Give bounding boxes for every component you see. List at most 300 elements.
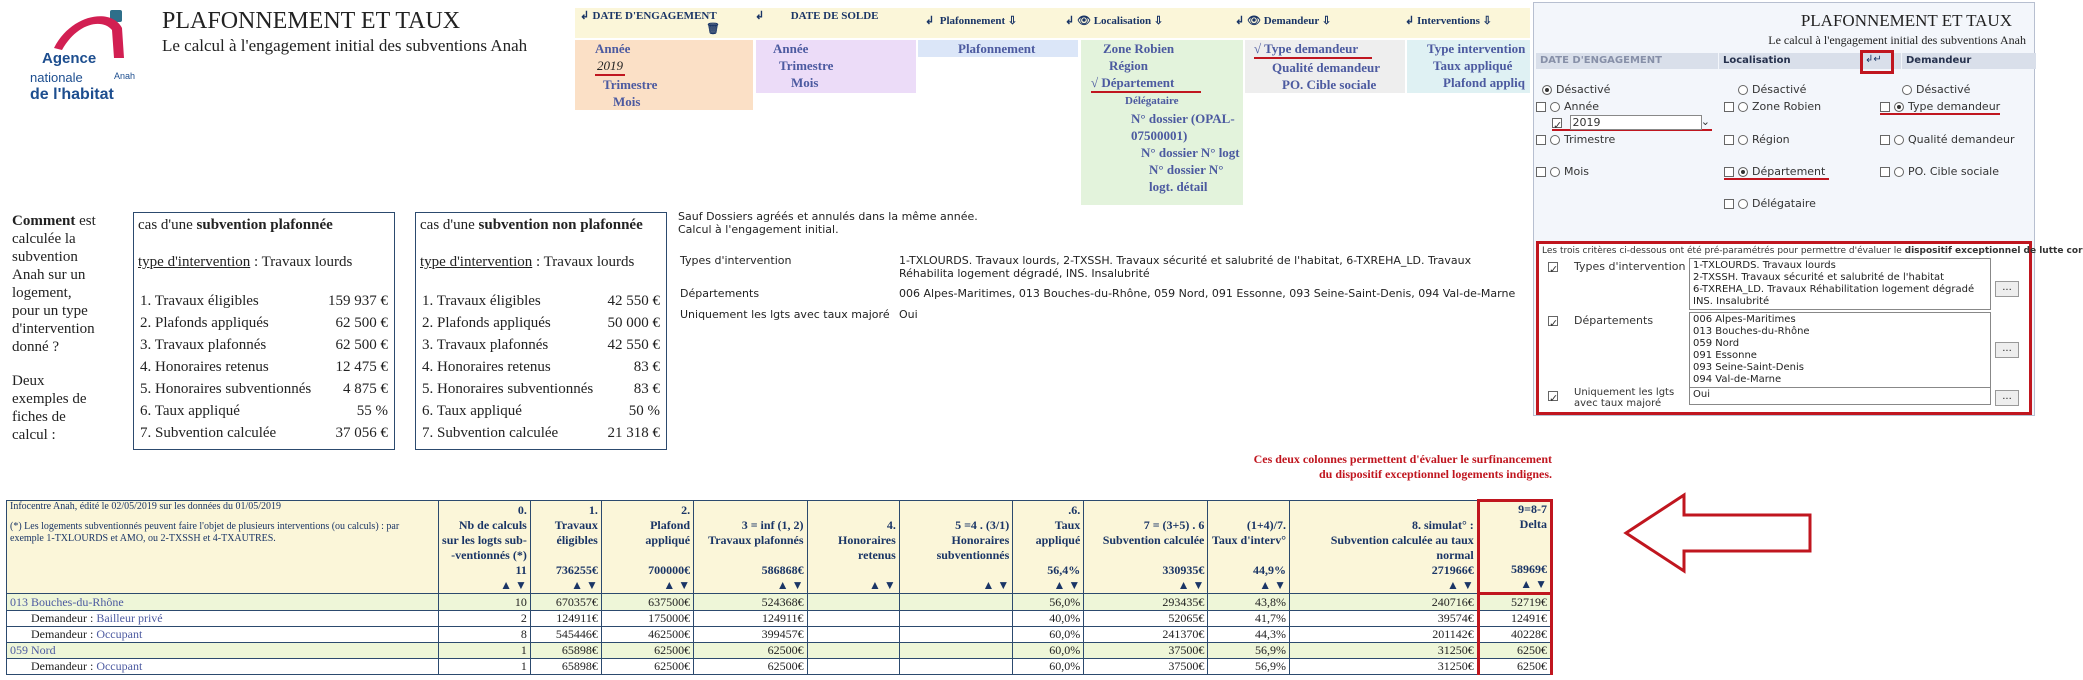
dim-date-solde-label: DATE DE SOLDE (790, 10, 879, 22)
radio-desactive[interactable] (1738, 83, 1806, 96)
dim-localisation-label: Localisation (1093, 15, 1152, 27)
col-label: Taux d'interv° (1211, 533, 1286, 547)
anah-logo (22, 8, 142, 103)
table-row[interactable] (7, 627, 1552, 643)
table-cell (899, 611, 1012, 627)
row-value: 42 550 € (607, 293, 660, 309)
sort-arrows-icon[interactable]: ▲ ▼ (1446, 578, 1474, 592)
row-name[interactable]: 059 Nord (10, 643, 56, 657)
example-heading-bold: subvention non plafonnée (478, 217, 643, 233)
example-plafonnee-card (133, 212, 395, 450)
comment-examples: Deux exemples de fiches de calcul : (12, 373, 87, 443)
radio-desactive[interactable] (1902, 83, 1970, 96)
row-label[interactable] (7, 643, 439, 659)
table-cell (807, 594, 899, 611)
logo-text-habitat: de l'habitat (30, 86, 114, 103)
table-cell: 670357€ (530, 594, 601, 611)
option-po-cible-sociale[interactable]: PO. Cible sociale (1282, 77, 1377, 92)
example-type-value: : Travaux lourds (532, 254, 635, 270)
swap-arrow-icon[interactable]: ↲↵ (1865, 54, 1882, 65)
col-header[interactable] (694, 501, 807, 594)
checkbox-icon[interactable] (1536, 167, 1546, 177)
option-type-demandeur[interactable]: √ Type demandeur (1254, 40, 1372, 59)
row-value: 12 475 € (335, 359, 388, 375)
swap-arrow-icon[interactable]: ↲ (1235, 15, 1245, 27)
radio-trimestre[interactable] (1536, 133, 1615, 146)
radio-region[interactable] (1724, 133, 1790, 146)
col-header[interactable] (601, 501, 693, 594)
row-value: 55 % (356, 403, 388, 419)
table-row[interactable] (7, 659, 1552, 675)
row-label: 7. Subvention calculée (140, 425, 277, 441)
table-cell: 37500€ (1084, 659, 1208, 675)
row-name[interactable]: 013 Bouches-du-Rhône (10, 594, 124, 609)
crit-dept-list[interactable] (1689, 312, 1991, 388)
checkbox-icon[interactable] (1880, 102, 1890, 112)
table-cell: 56,9% (1208, 643, 1290, 659)
option-delegataire[interactable]: Délégataire (1125, 95, 1179, 107)
year-select[interactable] (1552, 115, 1712, 131)
col-num: 3 = inf (1, 2) (741, 518, 804, 532)
col-header[interactable] (530, 501, 601, 594)
logo-text-agence: Agence (42, 50, 97, 67)
option-dossier-opal[interactable]: N° dossier (OPAL-07500001) (1131, 111, 1235, 143)
table-cell (807, 611, 899, 627)
crit-dept-checkbox[interactable] (1548, 314, 1562, 330)
col-label: Nb de calculs sur les logts sub- -ventionnés (*) (442, 518, 527, 562)
row-label: 6. Taux appliqué (422, 403, 522, 419)
panel-title: PLAFONNEMENT ET TAUX (1800, 11, 2012, 30)
dim-plafonnement[interactable] (925, 14, 1017, 27)
sort-arrows-icon[interactable]: ▲ ▼ (1259, 578, 1286, 592)
table-cell: 52065€ (1084, 611, 1208, 627)
example-row (422, 381, 660, 398)
filters-note-line1: Sauf Dossiers agréés et annulés dans la même année. (678, 210, 978, 223)
radio-label: Zone Robien (1752, 100, 1822, 113)
col-total: 586868€ (761, 563, 804, 577)
dim-interventions-list (1427, 40, 1530, 91)
radio-label: Désactivé (1556, 83, 1611, 96)
panel-tab-loc-label: Localisation (1723, 55, 1791, 66)
row-label[interactable] (7, 611, 439, 627)
table-group-row[interactable] (7, 594, 1552, 611)
example-row (422, 403, 660, 420)
radio-label: PO. Cible sociale (1908, 165, 2000, 178)
row-label: 4. Honoraires retenus (140, 359, 269, 375)
col-label: Honoraires retenus (838, 533, 896, 562)
dim-solde-list (773, 40, 833, 91)
table-cell (899, 659, 1012, 675)
crit-types-checkbox[interactable] (1548, 260, 1562, 276)
example-type (138, 254, 352, 271)
eye-icon[interactable]: 👁 (1076, 15, 1091, 27)
sort-arrows-icon[interactable]: ▲ ▼ (1520, 577, 1547, 591)
col-label: Subvention calculée (1102, 533, 1205, 547)
swap-arrow-icon[interactable]: ↲ (1065, 15, 1075, 27)
radio-type-demandeur[interactable] (1880, 100, 2000, 115)
option-trimestre[interactable]: Trimestre (779, 58, 834, 73)
row-label[interactable] (7, 627, 439, 643)
example-heading-bold: subvention plafonnée (196, 217, 333, 233)
example-row (422, 293, 660, 310)
option-annee[interactable]: Année (773, 41, 809, 56)
settings-panel (1533, 2, 2083, 416)
dim-demandeur[interactable] (1235, 14, 1331, 27)
radio-label: Qualité demandeur (1908, 133, 2015, 146)
table-cell: 175000€ (601, 611, 693, 627)
table-cell: 65898€ (530, 643, 601, 659)
sort-arrows-icon[interactable]: ▲ ▼ (776, 578, 804, 592)
sort-down-icon[interactable]: ⇩ (1007, 15, 1018, 27)
table-info-edition: Infocentre Anah, édité le 02/05/2019 sur les données du 01/05/2019 (10, 501, 282, 512)
table-cell (807, 627, 899, 643)
row-value: 21 318 € (607, 425, 660, 441)
row-label: 5. Honoraires subventionnés (422, 381, 594, 397)
col-num: 8. simulat° : (1411, 518, 1474, 532)
checkbox-icon[interactable] (1880, 135, 1890, 145)
radio-delegataire[interactable] (1724, 197, 1816, 210)
example-type (420, 254, 634, 271)
row-prefix: Demandeur : (31, 611, 97, 625)
option-taux-applique[interactable]: Taux appliqué (1433, 58, 1513, 73)
option-region[interactable]: Région (1109, 58, 1148, 73)
checkbox-icon[interactable]: ✓ (1549, 263, 1559, 276)
table-cell: 56,9% (1208, 659, 1290, 675)
table-cell: 37500€ (1084, 643, 1208, 659)
row-value: 83 € (633, 381, 660, 397)
row-value: 83 € (633, 359, 660, 375)
crit-taux-value[interactable]: Oui (1689, 387, 1991, 405)
eye-icon[interactable]: 👁 (1246, 15, 1261, 27)
example-heading-pre: cas d'une (420, 217, 479, 233)
radio-po-cible[interactable] (1880, 165, 1999, 178)
option-dossier-logt[interactable]: N° dossier N° logt (1141, 145, 1240, 160)
option-plafond-applique[interactable]: Plafond appliq (1443, 75, 1526, 90)
dim-date-solde[interactable] (755, 10, 905, 23)
example-row (140, 403, 388, 420)
year-select-value[interactable]: 2019 (1570, 115, 1702, 130)
checkbox-icon[interactable] (1536, 135, 1546, 145)
row-value: 159 937 € (328, 293, 388, 309)
table-group-row[interactable] (7, 643, 1552, 659)
table-cell: 62500€ (694, 659, 807, 675)
table-cell: 56,0% (1013, 594, 1084, 611)
criteria-note (1542, 246, 2083, 256)
col-num: 9=8-7 (1518, 502, 1547, 516)
radio-zone-robien[interactable] (1724, 100, 1821, 113)
table-cell: 1 (438, 643, 530, 659)
filters-note (678, 210, 978, 236)
crit-taux-checkbox[interactable] (1548, 389, 1562, 405)
col-label: Delta (1519, 517, 1547, 531)
row-value: 50 % (628, 403, 660, 419)
list-item: INS. Insalubrité (1693, 296, 1770, 307)
row-label: 1. Travaux éligibles (140, 293, 259, 309)
crit-taux-label: Uniquement les lgts avec taux majoré (1574, 387, 1675, 409)
col-header[interactable] (1290, 501, 1479, 594)
radio-icon (1894, 102, 1904, 112)
radio-label: Trimestre (1564, 133, 1616, 146)
table-cell: 41,7% (1208, 611, 1290, 627)
col-total: 700000€ (648, 563, 691, 577)
radio-icon (1738, 167, 1748, 177)
sort-arrows-icon[interactable]: ▲ ▼ (571, 578, 598, 592)
row-label[interactable] (7, 594, 439, 611)
example-row (140, 293, 388, 310)
checkbox-icon[interactable] (1536, 102, 1546, 112)
example-row (140, 381, 388, 398)
option-dossier-logt-detail[interactable]: N° dossier N° logt. détail (1149, 162, 1224, 194)
row-value: 4 875 € (343, 381, 388, 397)
option-qualite-demandeur[interactable]: Qualité demandeur (1272, 60, 1380, 75)
row-name[interactable]: Occupant (96, 627, 143, 641)
col-header[interactable] (807, 501, 899, 594)
comment-bold: Comment (12, 213, 76, 229)
dim-interventions[interactable] (1405, 14, 1492, 27)
table-info-footnote: (*) Les logements subventionnés peuvent faire l'objet de plusieurs interventions (ou calculs) : par exemple 1-TXLOURDS et AMO, ou 2-TXSSH et 4-TXAUTRES. (10, 521, 400, 544)
example-row (422, 315, 660, 332)
col-header[interactable] (1013, 501, 1084, 594)
table-cell: 62500€ (601, 659, 693, 675)
row-label: 4. Honoraires retenus (422, 359, 551, 375)
row-value: 62 500 € (335, 337, 388, 353)
col-header-delta[interactable] (1478, 501, 1551, 594)
sort-arrows-icon[interactable]: ▲ ▼ (1053, 578, 1081, 592)
swap-arrow-icon[interactable]: ↲ (925, 15, 935, 27)
table-cell (807, 643, 899, 659)
example-heading (138, 217, 333, 234)
checkbox-icon[interactable] (1724, 135, 1734, 145)
col-num: 2. (681, 503, 691, 517)
radio-icon (1738, 85, 1748, 95)
radio-label: Type demandeur (1908, 100, 2001, 113)
trash-icon[interactable]: 🗑 (706, 23, 720, 35)
checkbox-icon[interactable]: ✓ (1549, 317, 1559, 330)
col-label: Subvention calculée au taux normal (1330, 533, 1474, 562)
table-cell: 124911€ (530, 611, 601, 627)
filter-label: Uniquement les lgts avec taux majoré (680, 308, 890, 321)
radio-desactive[interactable] (1542, 83, 1610, 96)
radio-icon (1550, 135, 1560, 145)
option-zone-robien[interactable]: Zone Robien (1103, 41, 1175, 56)
sort-down-icon[interactable]: ⇩ (1153, 15, 1164, 27)
row-value: 50 000 € (607, 315, 660, 331)
row-label: 1. Travaux éligibles (422, 293, 541, 309)
page-subtitle: Le calcul à l'engagement initial des subventions Anah (162, 36, 528, 55)
panel-tab-demandeur[interactable] (1902, 53, 2036, 69)
table-cell: 65898€ (530, 659, 601, 675)
page-title: PLAFONNEMENT ET TAUX (162, 8, 461, 34)
sort-arrows-icon[interactable]: ▲ ▼ (663, 578, 691, 592)
example-heading-pre: cas d'une (138, 217, 197, 233)
col-header[interactable] (438, 501, 530, 594)
radio-icon (1550, 102, 1560, 112)
example-type-label: type d'intervention (420, 254, 533, 270)
table-cell: 201142€ (1290, 627, 1479, 643)
col-header[interactable] (1084, 501, 1208, 594)
col-label: Travaux éligibles (554, 518, 598, 547)
table-cell (807, 659, 899, 675)
radio-departement[interactable] (1724, 165, 1829, 180)
checkbox-icon[interactable]: ✓ (1549, 392, 1559, 405)
option-mois[interactable]: Mois (613, 94, 641, 109)
sort-arrows-icon[interactable]: ▲ ▼ (869, 578, 896, 592)
example-type-label: type d'intervention (138, 254, 251, 270)
radio-icon (1542, 85, 1552, 95)
table-cell: 62500€ (694, 643, 807, 659)
col-header[interactable] (899, 501, 1012, 594)
filter-value: 006 Alpes-Maritimes, 013 Bouches-du-Rhône, 059 Nord, 091 Essonne, 093 Seine-Saint-Denis, 094 Val-de-Marne (899, 287, 1516, 300)
list-item: 013 Bouches-du-Rhône (1693, 326, 1810, 337)
table-cell: 399457€ (694, 627, 807, 643)
checkbox-icon[interactable] (1724, 199, 1734, 209)
option-annee[interactable]: Année (595, 41, 631, 56)
table-cell: 241370€ (1084, 627, 1208, 643)
example-type-value: : Travaux lourds (250, 254, 353, 270)
list-item: 091 Essonne (1693, 350, 1757, 361)
row-label: 2. Plafonds appliqués (422, 315, 551, 331)
col-label: Travaux plafonnés (708, 533, 804, 547)
option-plafonnement[interactable]: Plafonnement (958, 41, 1036, 56)
table-cell: 6250€ (1478, 659, 1551, 675)
row-label[interactable] (7, 659, 439, 675)
swap-arrow-icon[interactable]: ↲ (755, 10, 765, 22)
table-cell: 8 (438, 627, 530, 643)
example-row (422, 337, 660, 354)
dim-date-engagement[interactable] (580, 10, 720, 36)
option-departement[interactable]: √ Département (1091, 74, 1201, 93)
table-cell: 637500€ (601, 594, 693, 611)
panel-tab-date[interactable] (1536, 53, 1718, 69)
col-label: Honoraires subventionnés (936, 533, 1010, 562)
filter-value: 1-TXLOURDS. Travaux lourds, 2-TXSSH. Travaux sécurité et salubrité de l'habitat, 6-TXREHA_LD. Travaux Réhabilita logement dégradé, INS. Insalubrité (899, 254, 1472, 280)
radio-icon (1738, 199, 1748, 209)
row-prefix: Demandeur : (31, 627, 97, 641)
option-annee-2019[interactable]: 2019 (595, 57, 625, 76)
radio-annee[interactable] (1536, 100, 1599, 113)
row-name[interactable]: Occupant (96, 659, 143, 673)
checkbox-icon[interactable] (1880, 167, 1890, 177)
option-mois[interactable]: Mois (791, 75, 819, 90)
crit-taux-more-button[interactable]: ... (1995, 390, 2019, 406)
table-body (7, 594, 1552, 675)
option-trimestre[interactable]: Trimestre (603, 77, 658, 92)
row-prefix: Demandeur : (31, 659, 97, 673)
crit-types-more-button[interactable]: ... (1995, 281, 2019, 297)
panel-tab-dem-label: Demandeur (1906, 55, 1972, 66)
table-cell: 124911€ (694, 611, 807, 627)
table-cell (899, 643, 1012, 659)
table-header-row (7, 501, 1552, 594)
table-cell: 60,0% (1013, 659, 1084, 675)
list-item: 059 Nord (1693, 338, 1740, 349)
list-item: 093 Seine-Saint-Denis (1693, 362, 1804, 373)
col-total: 330935€ (1162, 563, 1205, 577)
table-cell: 40228€ (1478, 627, 1551, 643)
row-label: 5. Honoraires subventionnés (140, 381, 312, 397)
table-row[interactable] (7, 611, 1552, 627)
arrow-left-icon (1624, 493, 1814, 573)
criteria-note-bold: dispositif exceptionnel de lutte cor (1904, 246, 2083, 256)
crit-types-list[interactable] (1689, 258, 1991, 310)
table-cell: 31250€ (1290, 643, 1479, 659)
checkbox-icon[interactable] (1724, 102, 1734, 112)
option-type-intervention[interactable]: Type intervention (1427, 41, 1526, 56)
table-cell (899, 627, 1012, 643)
results-table (6, 499, 1553, 675)
radio-mois[interactable] (1536, 165, 1589, 178)
dim-plafonnement-label: Plafonnement (939, 15, 1006, 27)
logo-text-nationale: nationale (30, 70, 83, 85)
list-item: 2-TXSSH. Travaux sécurité et salubrité de l'habitat (1693, 272, 1945, 283)
table-cell: 462500€ (601, 627, 693, 643)
radio-label: Délégataire (1752, 197, 1816, 210)
table-cell (899, 594, 1012, 611)
checkbox-icon[interactable] (1724, 167, 1734, 177)
sort-arrows-icon[interactable]: ▲ ▼ (1177, 578, 1205, 592)
dim-date-engagement-label: DATE D'ENGAGEMENT (592, 10, 717, 22)
example-row (140, 425, 388, 442)
col-total: 271966€ (1431, 563, 1474, 577)
table-cell: 60,0% (1013, 627, 1084, 643)
table-cell: 31250€ (1290, 659, 1479, 675)
table-cell: 40,0% (1013, 611, 1084, 627)
radio-label: Année (1564, 100, 1600, 113)
sort-down-icon[interactable]: ⇩ (1482, 15, 1492, 27)
table-cell: 60,0% (1013, 643, 1084, 659)
swap-arrow-icon[interactable]: ↲ (1405, 15, 1415, 27)
col-num: .6. (1068, 503, 1081, 517)
radio-label: Désactivé (1916, 83, 1971, 96)
dim-engagement-list (595, 40, 657, 110)
col-label: Plafond appliqué (645, 518, 691, 547)
table-cell: 52719€ (1478, 594, 1551, 611)
dim-demandeur-list (1254, 40, 1380, 93)
radio-icon (1738, 135, 1748, 145)
example-heading (420, 217, 643, 234)
table-cell: 43,8% (1208, 594, 1290, 611)
col-num: 7 = (3+5) . 6 (1143, 518, 1205, 532)
sort-arrows-icon[interactable]: ▲ ▼ (500, 578, 527, 592)
example-row (422, 425, 660, 442)
row-name[interactable]: Bailleur privé (96, 611, 163, 625)
col-num: (1+4)/7. (1246, 518, 1286, 532)
filter-label: Types d'intervention (680, 254, 792, 267)
table-cell: 62500€ (601, 643, 693, 659)
table-cell: 1 (438, 659, 530, 675)
sort-arrows-icon[interactable]: ▲ ▼ (982, 578, 1010, 592)
chevron-down-icon[interactable]: ⌄ (1700, 115, 1710, 128)
swap-arrow-icon[interactable]: ↲ (580, 10, 590, 22)
logo-text-anah: Anah (114, 71, 136, 81)
col-total: 736255€ (555, 563, 598, 577)
col-header[interactable] (1208, 501, 1290, 594)
row-label: 2. Plafonds appliqués (140, 315, 269, 331)
row-value: 62 500 € (335, 315, 388, 331)
radio-qualite-demandeur[interactable] (1880, 133, 2014, 146)
list-item: 006 Alpes-Maritimes (1693, 314, 1796, 325)
crit-dept-more-button[interactable]: ... (1995, 342, 2019, 358)
sort-down-icon[interactable]: ⇩ (1321, 15, 1332, 27)
col-num: 5 =4 . (3/1) (955, 518, 1010, 532)
radio-label: Mois (1564, 165, 1590, 178)
checkbox-icon[interactable]: ✓ (1553, 119, 1563, 132)
dim-localisation[interactable] (1065, 14, 1163, 27)
dim-demandeur-label: Demandeur (1263, 15, 1320, 27)
row-label: 3. Travaux plafonnés (140, 337, 267, 353)
row-value: 42 550 € (607, 337, 660, 353)
col-total: 58969€ (1511, 562, 1547, 576)
